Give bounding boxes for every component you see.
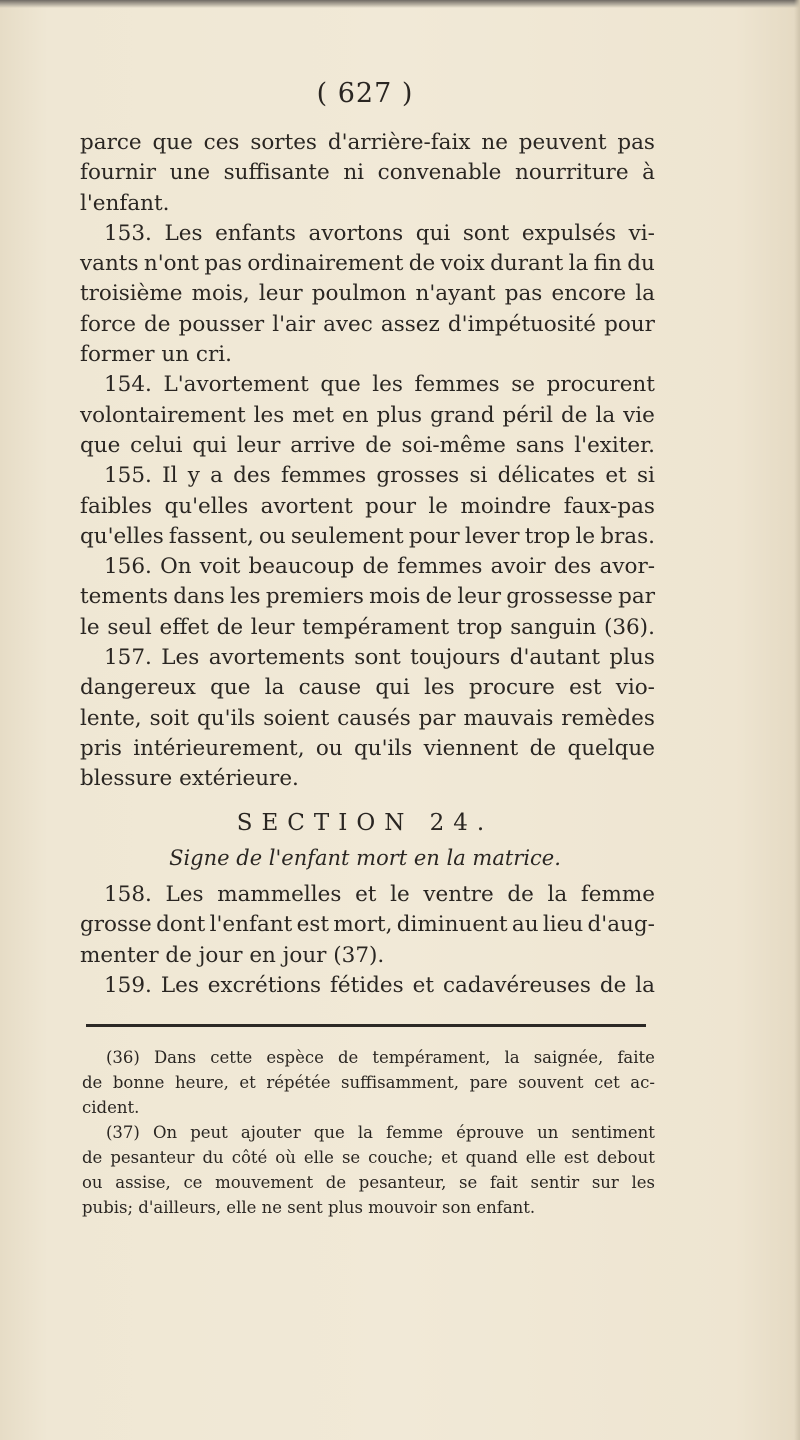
text-line xyxy=(80,880,655,910)
word: qui xyxy=(192,432,227,458)
footnote-rule xyxy=(86,1024,646,1027)
word: trop xyxy=(524,523,571,549)
word: péril xyxy=(502,402,554,428)
word: suffisante xyxy=(223,160,330,186)
word: sans xyxy=(515,432,565,458)
word: 159. xyxy=(104,972,152,998)
word: avortements xyxy=(208,645,345,671)
footnotes xyxy=(82,1045,655,1220)
word: lever xyxy=(464,523,520,549)
text-line: l'enfant. xyxy=(80,190,170,216)
word: pas xyxy=(204,251,243,277)
word: Il xyxy=(162,463,178,489)
word: l'enfant xyxy=(209,912,293,938)
word: premiers xyxy=(265,584,364,610)
word: plus xyxy=(376,402,423,428)
body-text-continued xyxy=(80,880,655,1001)
word: Les xyxy=(165,882,204,907)
word: les xyxy=(229,584,261,610)
text-line xyxy=(80,971,655,1001)
word: souvent xyxy=(518,1073,584,1092)
word: encore xyxy=(551,281,627,307)
word: ventre xyxy=(423,882,494,907)
word: beaucoup xyxy=(248,554,355,580)
word: que xyxy=(152,130,193,155)
word: 158. xyxy=(104,882,152,907)
word: voix xyxy=(440,251,485,277)
word: le xyxy=(80,614,100,640)
word: seulement xyxy=(290,523,404,549)
word: si xyxy=(636,463,655,489)
text-line xyxy=(80,370,655,400)
text-line xyxy=(80,673,655,703)
word: n'ayant xyxy=(415,281,496,307)
word: On xyxy=(152,1123,178,1142)
word: causés xyxy=(337,705,411,731)
word: le xyxy=(390,882,410,907)
word: répétée xyxy=(266,1073,331,1092)
word: la xyxy=(357,1123,373,1142)
body-text xyxy=(80,128,655,795)
word: soi-même xyxy=(401,432,506,458)
word: ni xyxy=(343,160,365,186)
footnote-line xyxy=(82,1170,655,1195)
word: espèce xyxy=(266,1048,324,1067)
word: du xyxy=(202,1148,224,1167)
word: mois, xyxy=(191,281,250,307)
word: de xyxy=(599,972,627,998)
word: quand xyxy=(465,1148,518,1167)
word: fait xyxy=(489,1173,518,1192)
word: (36). xyxy=(603,614,655,640)
word: femme xyxy=(580,882,655,907)
word: de xyxy=(507,882,534,907)
word: une xyxy=(169,160,211,186)
word: L'avortement xyxy=(163,372,309,398)
word: la xyxy=(635,972,655,998)
word: peuvent xyxy=(518,130,607,155)
word: tempérament xyxy=(302,614,450,640)
word: leur xyxy=(457,584,502,610)
word: la xyxy=(504,1048,520,1067)
word: parce xyxy=(80,130,142,155)
text-line xyxy=(80,310,655,340)
word: les xyxy=(372,372,403,398)
word: où xyxy=(275,1148,296,1167)
word: par xyxy=(618,584,655,610)
word: troisième xyxy=(80,281,183,307)
section-subheading: Signe de l'enfant mort en la matrice. xyxy=(169,846,561,870)
page-right-edge xyxy=(794,0,800,1440)
word: poulmon xyxy=(311,281,407,307)
text-line xyxy=(80,461,655,491)
word: de xyxy=(529,735,557,761)
word: voit xyxy=(199,554,241,580)
word: 154. xyxy=(104,372,152,398)
word: volontairement xyxy=(80,402,246,428)
word: procurent xyxy=(546,372,655,398)
word: d'autant xyxy=(509,645,601,671)
word: dans xyxy=(173,584,225,610)
word: soient xyxy=(263,705,330,731)
word: fin xyxy=(593,251,622,277)
word: que xyxy=(210,675,251,701)
footnote-line: cident. xyxy=(82,1098,140,1117)
word: des xyxy=(553,554,592,580)
word: Les xyxy=(160,972,199,998)
word: qu'elles xyxy=(80,523,164,549)
text-line xyxy=(80,401,655,431)
word: suffisamment, xyxy=(341,1073,460,1092)
word: au xyxy=(511,912,539,938)
word: toujours xyxy=(410,645,501,671)
word: d'arrière-faix xyxy=(327,130,471,155)
word: plus xyxy=(609,645,655,671)
text-line xyxy=(80,910,655,940)
word: la xyxy=(595,402,616,428)
word: faite xyxy=(617,1048,655,1067)
word: intérieurement, xyxy=(133,735,305,761)
word: avortons xyxy=(308,220,404,246)
word: qui xyxy=(415,220,451,246)
word: assise, xyxy=(115,1173,171,1192)
word: ou xyxy=(258,523,286,549)
word: avoir xyxy=(490,554,546,580)
word: pesanteur xyxy=(110,1148,195,1167)
word: grand xyxy=(430,402,495,428)
footnote-line xyxy=(82,1045,655,1070)
word: que xyxy=(320,372,361,398)
word: et xyxy=(412,972,434,998)
word: arrive xyxy=(290,432,356,458)
word: en xyxy=(342,402,369,428)
word: avortent xyxy=(260,493,353,519)
word: cette xyxy=(210,1048,253,1067)
text-line xyxy=(80,734,655,764)
word: que xyxy=(313,1123,345,1142)
word: enfants xyxy=(215,220,296,246)
word: par xyxy=(418,705,456,731)
word: ac- xyxy=(630,1073,655,1092)
word: Les xyxy=(164,220,203,246)
word: de xyxy=(216,614,244,640)
footnote-line xyxy=(82,1070,655,1095)
word: mois xyxy=(369,584,421,610)
word: de xyxy=(425,584,453,610)
text-line xyxy=(80,492,655,522)
word: excrétions xyxy=(207,972,322,998)
word: bras. xyxy=(600,523,655,549)
word: sanguin xyxy=(510,614,597,640)
word: celui xyxy=(130,432,183,458)
word: force xyxy=(80,311,136,337)
word: se xyxy=(511,372,535,398)
word: cadavéreuses xyxy=(442,972,591,998)
word: grosses xyxy=(376,463,460,489)
word: leur xyxy=(258,281,303,307)
word: procure xyxy=(468,675,555,701)
word: et xyxy=(441,1148,458,1167)
text-line xyxy=(80,279,655,309)
word: qui xyxy=(375,675,410,701)
text-line xyxy=(80,522,655,552)
word: des xyxy=(233,463,271,489)
word: y xyxy=(187,463,200,489)
word: pour xyxy=(365,493,416,519)
word: durant xyxy=(490,251,564,277)
text-line xyxy=(80,431,655,461)
word: viennent xyxy=(423,735,519,761)
word: peut xyxy=(190,1123,228,1142)
word: de xyxy=(82,1073,103,1092)
word: côté xyxy=(231,1148,268,1167)
word: lente, xyxy=(80,705,142,731)
text-line: menter de jour en jour (37). xyxy=(80,942,385,968)
word: la xyxy=(568,251,589,277)
word: moindre xyxy=(460,493,552,519)
word: de xyxy=(325,1173,347,1192)
word: remèdes xyxy=(561,705,655,731)
word: de xyxy=(408,251,436,277)
word: le xyxy=(575,523,596,549)
word: de xyxy=(337,1048,359,1067)
word: de xyxy=(362,554,389,580)
word: nourriture xyxy=(514,160,629,186)
word: qu'elles xyxy=(164,493,249,519)
word: diminuent xyxy=(396,912,508,938)
word: pousser xyxy=(178,311,265,337)
word: n'ont xyxy=(143,251,200,277)
word: ou xyxy=(82,1173,103,1192)
word: ce xyxy=(183,1173,203,1192)
text-line xyxy=(80,128,655,158)
word: couche; xyxy=(368,1148,434,1167)
word: fétides xyxy=(329,972,404,998)
word: effet xyxy=(159,614,209,640)
word: cause xyxy=(298,675,362,701)
word: saignée, xyxy=(533,1048,604,1067)
word: ces xyxy=(203,130,240,155)
word: mauvais xyxy=(463,705,554,731)
word: sortes xyxy=(250,130,317,155)
text-line xyxy=(80,613,655,643)
word: avor- xyxy=(599,554,655,580)
word: expulsés xyxy=(521,220,617,246)
word: 156. xyxy=(104,554,152,580)
word: qu'ils xyxy=(353,735,413,761)
word: Les xyxy=(161,645,200,671)
word: mouvement xyxy=(215,1173,314,1192)
word: (36) xyxy=(106,1048,140,1067)
page-number: ( 627 ) xyxy=(316,78,414,109)
word: quelque xyxy=(567,735,655,761)
text-line xyxy=(80,643,655,673)
word: d'aug- xyxy=(587,912,655,938)
word: debout xyxy=(596,1148,655,1167)
word: vio- xyxy=(615,675,655,701)
text-line xyxy=(80,552,655,582)
text-line: blessure extérieure. xyxy=(80,766,299,792)
word: et xyxy=(355,882,377,907)
word: tements xyxy=(80,584,168,610)
word: est xyxy=(296,912,329,938)
word: si xyxy=(469,463,488,489)
word: éprouve xyxy=(456,1123,524,1142)
text-line xyxy=(80,249,655,279)
word: assez xyxy=(380,311,440,337)
word: mort, xyxy=(333,912,393,938)
word: 157. xyxy=(104,645,152,671)
word: cet xyxy=(594,1073,620,1092)
word: sont xyxy=(462,220,510,246)
text-line xyxy=(80,704,655,734)
word: sur xyxy=(591,1173,619,1192)
footnote-line xyxy=(82,1120,655,1145)
word: femmes xyxy=(414,372,500,398)
word: pesanteur, xyxy=(358,1173,447,1192)
text-line xyxy=(80,219,655,249)
word: sentiment xyxy=(571,1123,655,1142)
word: et xyxy=(239,1073,256,1092)
word: femmes xyxy=(280,463,367,489)
word: fournir xyxy=(80,160,157,186)
word: elle xyxy=(303,1148,334,1167)
word: du xyxy=(627,251,655,277)
word: Dans xyxy=(153,1048,197,1067)
word: se xyxy=(459,1173,478,1192)
word: est xyxy=(563,1148,589,1167)
word: pare xyxy=(469,1073,508,1092)
word: sentir xyxy=(530,1173,580,1192)
word: pris xyxy=(80,735,122,761)
word: seul xyxy=(107,614,152,640)
word: se xyxy=(341,1148,361,1167)
word: a xyxy=(210,463,223,489)
word: On xyxy=(160,554,192,580)
word: trop xyxy=(456,614,503,640)
word: femme xyxy=(386,1123,444,1142)
word: dangereux xyxy=(80,675,196,701)
word: de xyxy=(144,311,171,337)
word: sont xyxy=(354,645,401,671)
word: fassent, xyxy=(168,523,254,549)
page-top-edge xyxy=(0,0,800,8)
word: vi- xyxy=(628,220,655,246)
word: les xyxy=(424,675,455,701)
word: 155. xyxy=(104,463,152,489)
footnote-line: pubis; d'ailleurs, elle ne sent plus mouvoir son enfant. xyxy=(82,1198,536,1217)
word: vie xyxy=(623,402,655,428)
word: ou xyxy=(315,735,343,761)
word: faibles xyxy=(80,493,153,519)
word: à xyxy=(642,160,655,186)
word: ordinairement xyxy=(247,251,404,277)
word: pour xyxy=(408,523,460,549)
word: l'air xyxy=(272,311,316,337)
word: grosse xyxy=(80,912,152,938)
word: la xyxy=(264,675,285,701)
word: la xyxy=(547,882,568,907)
word: faux-pas xyxy=(563,493,655,519)
word: tempérament, xyxy=(372,1048,491,1067)
word: les xyxy=(631,1173,655,1192)
word: mammelles xyxy=(217,882,342,907)
word: met xyxy=(292,402,335,428)
word: et xyxy=(605,463,627,489)
word: pas xyxy=(617,130,655,155)
word: vants xyxy=(80,251,139,277)
footnote-line xyxy=(82,1145,655,1170)
word: soit xyxy=(149,705,190,731)
word: est xyxy=(569,675,602,701)
word: que xyxy=(80,432,121,458)
word: convenable xyxy=(377,160,502,186)
word: de xyxy=(561,402,588,428)
word: bonne xyxy=(112,1073,165,1092)
word: les xyxy=(253,402,285,428)
word: grossesse xyxy=(506,584,613,610)
word: la xyxy=(635,281,655,307)
word: pour xyxy=(604,311,655,337)
word: ajouter xyxy=(240,1123,301,1142)
word: pas xyxy=(504,281,543,307)
word: le xyxy=(428,493,449,519)
word: de xyxy=(365,432,392,458)
word: heure, xyxy=(174,1073,229,1092)
word: l'exiter. xyxy=(574,432,655,458)
word: femmes xyxy=(397,554,483,580)
word: leur xyxy=(236,432,281,458)
word: elle xyxy=(525,1148,556,1167)
word: leur xyxy=(250,614,295,640)
text-line xyxy=(80,582,655,612)
text-line: former un cri. xyxy=(80,342,232,368)
text-line xyxy=(80,158,655,188)
word: (37) xyxy=(106,1123,140,1142)
word: lieu xyxy=(542,912,584,938)
word: dont xyxy=(156,912,206,938)
word: 153. xyxy=(104,220,152,246)
word: ne xyxy=(481,130,508,155)
section-heading: SECTION 24. xyxy=(236,810,494,836)
word: d'impétuosité xyxy=(447,311,597,337)
word: délicates xyxy=(497,463,596,489)
word: de xyxy=(82,1148,103,1167)
word: qu'ils xyxy=(197,705,256,731)
word: avec xyxy=(323,311,373,337)
word: un xyxy=(537,1123,559,1142)
